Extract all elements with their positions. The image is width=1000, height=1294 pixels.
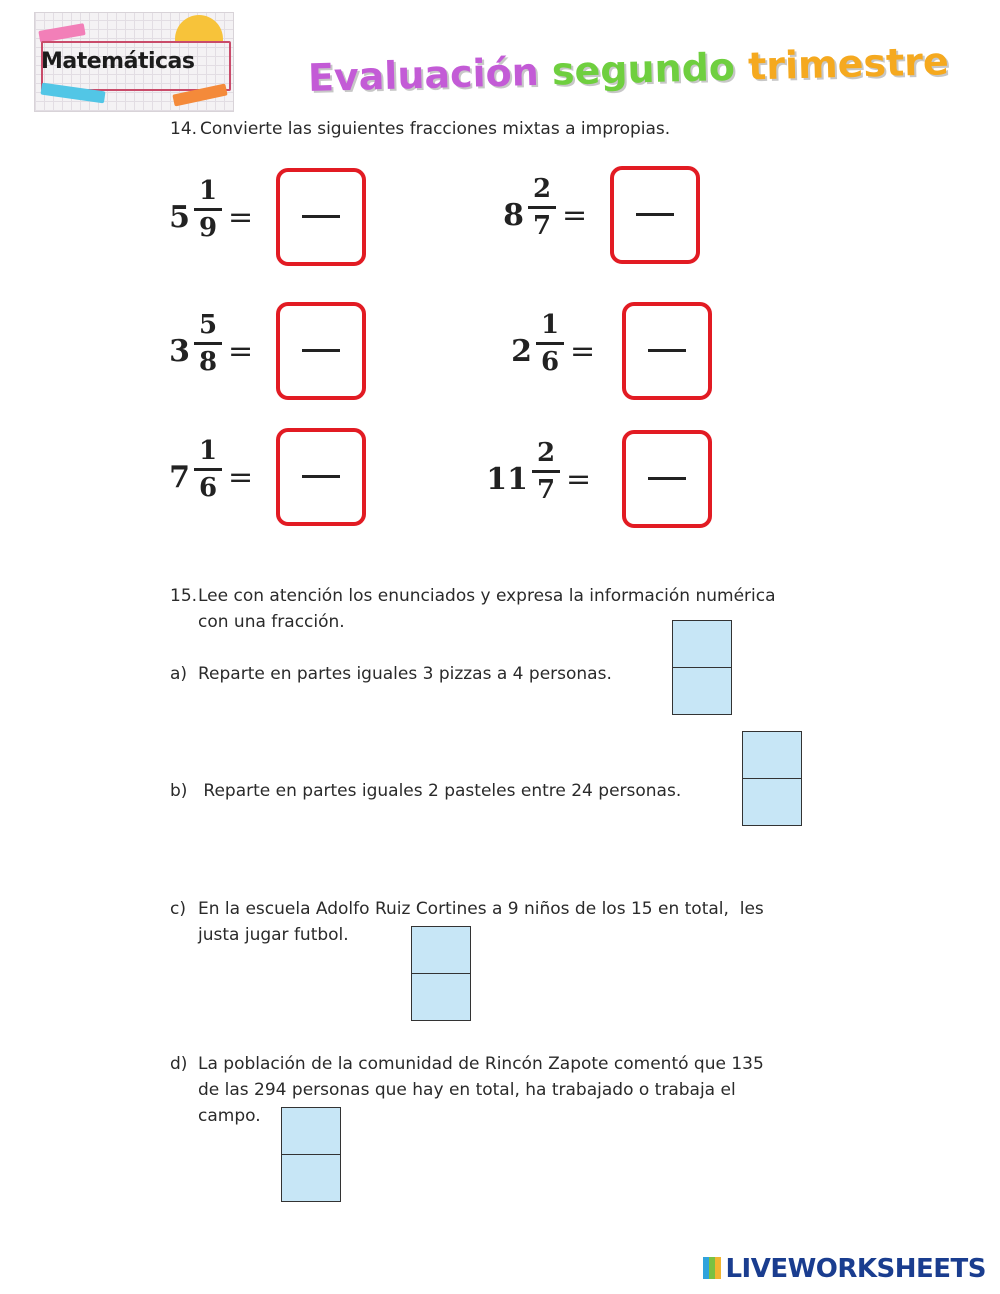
denominator: 9 — [198, 213, 218, 243]
item-c-line2: justa jugar futbol. — [198, 925, 349, 945]
improper-fraction-answer-box[interactable] — [622, 302, 712, 400]
title-word-evaluacion: Evaluación — [307, 49, 540, 100]
question-14-text: Convierte las siguientes fracciones mixtas a impropias. — [200, 119, 671, 139]
improper-fraction-answer-box[interactable] — [610, 166, 700, 264]
fraction-bar — [194, 208, 222, 211]
fraction-line — [302, 215, 340, 218]
fraction-bar — [536, 342, 564, 345]
whole-number: 7 — [169, 460, 190, 495]
page-title — [307, 39, 949, 100]
equals-sign: = — [228, 334, 254, 369]
fraction-bar — [528, 206, 556, 209]
question-15-line2: con una fracción. — [198, 612, 345, 632]
logo-text: Matemáticas — [41, 49, 195, 74]
equals-sign: = — [570, 334, 596, 369]
equals-sign: = — [566, 462, 592, 497]
fraction-answer-box-c[interactable] — [411, 926, 471, 1021]
liveworksheets-brand — [703, 1254, 986, 1284]
question-15-line1: Lee con atención los enunciados y expresa la información numérica — [198, 586, 776, 606]
fraction-line — [302, 475, 340, 478]
item-a-label: a) — [170, 664, 188, 684]
item-d-label: d) — [170, 1054, 188, 1074]
fraction — [528, 174, 556, 241]
fraction-divider — [412, 973, 470, 974]
denominator: 6 — [198, 473, 218, 503]
fraction-line — [636, 213, 674, 216]
matematicas-logo — [34, 12, 234, 112]
ruler-icon — [38, 23, 85, 43]
whole-number: 2 — [511, 334, 532, 369]
numerator: 2 — [536, 438, 556, 468]
improper-fraction-answer-box[interactable] — [276, 302, 366, 400]
numerator: 1 — [540, 310, 560, 340]
fraction-divider — [743, 778, 801, 779]
numerator: 2 — [532, 174, 552, 204]
fraction-divider — [282, 1154, 340, 1155]
fraction — [194, 436, 222, 503]
whole-number: 3 — [169, 334, 190, 369]
fraction — [532, 438, 560, 505]
item-c-line1: En la escuela Adolfo Ruiz Cortines a 9 niños de los 15 en total, les — [198, 899, 764, 919]
improper-fraction-answer-box[interactable] — [622, 430, 712, 528]
improper-fraction-answer-box[interactable] — [276, 428, 366, 526]
fraction-answer-box-d[interactable] — [281, 1107, 341, 1202]
fraction-bar — [194, 468, 222, 471]
item-b-text: Reparte en partes iguales 2 pasteles entre 24 personas. — [198, 781, 682, 801]
brand-text: LIVEWORKSHEETS — [725, 1254, 986, 1284]
denominator: 6 — [540, 347, 560, 377]
question-14-number: 14. — [170, 119, 198, 139]
fraction-divider — [673, 667, 731, 668]
item-d-line1: La población de la comunidad de Rincón Zapote comentó que 135 — [198, 1054, 764, 1074]
whole-number: 8 — [503, 198, 524, 233]
whole-number: 5 — [169, 200, 190, 235]
equals-sign: = — [562, 198, 588, 233]
fraction — [194, 310, 222, 377]
numerator: 5 — [198, 310, 218, 340]
fraction-bar — [194, 342, 222, 345]
numerator: 1 — [198, 436, 218, 466]
item-b-label: b) — [170, 781, 188, 801]
item-c-label: c) — [170, 899, 186, 919]
denominator: 7 — [532, 211, 552, 241]
fraction-answer-box-b[interactable] — [742, 731, 802, 826]
item-d-line3: campo. — [198, 1106, 261, 1126]
fraction-line — [648, 349, 686, 352]
fraction — [536, 310, 564, 377]
equals-sign: = — [228, 200, 254, 235]
protractor-icon — [175, 15, 223, 41]
denominator: 7 — [536, 475, 556, 505]
item-a-text: Reparte en partes iguales 3 pizzas a 4 personas. — [198, 664, 612, 684]
fraction — [194, 176, 222, 243]
question-15-number: 15. — [170, 586, 198, 606]
numerator: 1 — [198, 176, 218, 206]
fraction-line — [648, 477, 686, 480]
equals-sign: = — [228, 460, 254, 495]
liveworksheets-logo-icon — [703, 1257, 721, 1279]
title-word-segundo: segundo — [551, 44, 736, 94]
denominator: 8 — [198, 347, 218, 377]
fraction-answer-box-a[interactable] — [672, 620, 732, 715]
fraction-bar — [532, 470, 560, 473]
improper-fraction-answer-box[interactable] — [276, 168, 366, 266]
fraction-line — [302, 349, 340, 352]
whole-number: 11 — [486, 462, 528, 497]
title-word-trimestre: trimestre — [747, 39, 950, 89]
item-d-line2: de las 294 personas que hay en total, ha trabajado o trabaja el — [198, 1080, 736, 1100]
